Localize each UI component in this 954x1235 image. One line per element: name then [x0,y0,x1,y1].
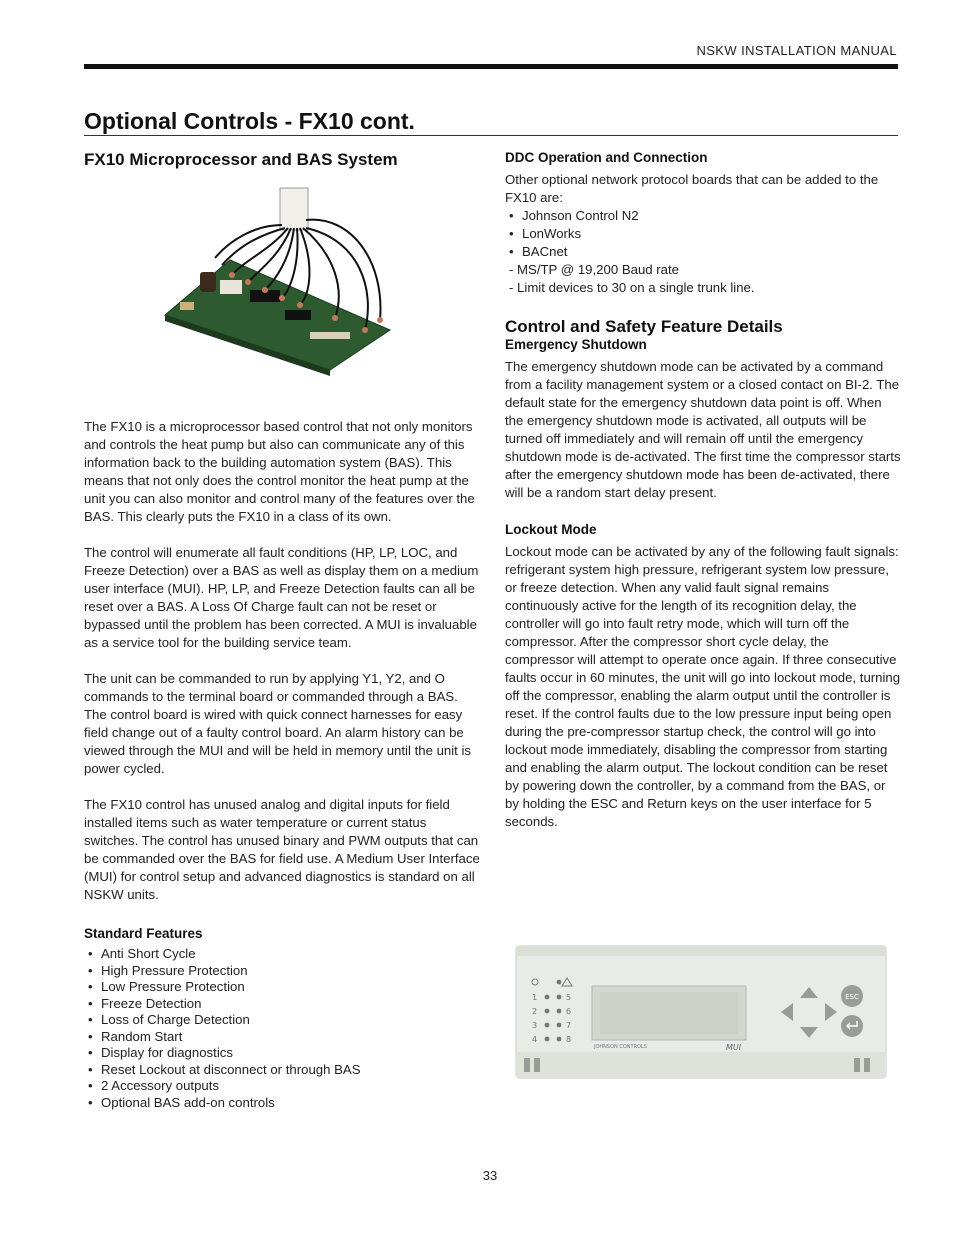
list-item: • Freeze Detection [84,996,480,1013]
lockout-mode-text: Lockout mode can be activated by any of the following fault signals: refrigerant system high pressure, refrigerant system low pressure, or freeze detection. When any valid fault signal remains continuously active for the length of its recognition delay, the controller will go into fault retry mode, which will turn off the compressor. After the compressor short cycle delay, the compressor will attempt to operate once again. If three consecutive faults occur in 60 minutes, the unit will go into lockout mode, turning off the compressor, enabling the alarm output until the controller is reset. If the control faults due to the low pressure input being open during the pre-compressor startup check, the control will go into lockout mode immediately, disabling the compressor from starting and enabling the alarm output. The lockout condition can be reset by powering down the controller, by a command from the BAS, or by holding the ESC and Return keys on the user interface for 5 seconds. [505,544,901,829]
ddc-protocol-list [505,207,901,261]
ddc-intro: Other optional network protocol boards that can be added to the FX10 are: [505,172,879,205]
emergency-shutdown-heading: Emergency Shutdown [505,337,647,352]
led-number: 3 [532,1021,538,1030]
title-rule [84,135,898,136]
list-item: • 2 Accessory outputs [84,1078,480,1095]
fx10-paragraph-2: The control will enumerate all fault conditions (HP, LP, LOC, and Freeze Detection) over a BAS as well as display them on a medium user interface (MUI). HP, LP, and Freeze Detection faults can all be reset over a BAS. A Loss Of Charge fault can not be reset or bypassed until the problem has been corrected. A MUI is invaluable as a service tool for the building service team. [84,545,479,650]
mui-device-image [514,942,888,1087]
led-number: 1 [532,993,538,1002]
list-item: • Anti Short Cycle [84,946,480,963]
header-rule [84,64,898,69]
led-number: 7 [566,1021,572,1030]
list-item: • Johnson Control N2 [505,207,901,225]
list-item: • Optional BAS add-on controls [84,1095,480,1112]
led-number: 2 [532,1007,538,1016]
fx10-paragraph-4: The FX10 control has unused analog and digital inputs for field installed items such as water temperature or current status switches. The control has unused binary and PWM outputs that can be commanded over the BAS for field use. A Medium User Interface (MUI) for control setup and advanced diagnostics is standard on all NSKW units. [84,797,480,902]
fx10-paragraph-3: The unit can be commanded to run by applying Y1, Y2, and O commands to the terminal board or commanded through a BAS. The control board is wired with quick connect harnesses for easy field change out of a faulty control board. An alarm history can be viewed through the MUI and will be held in memory until the unit is power cycled. [84,671,472,776]
right-column [505,150,901,831]
list-item: • Display for diagnostics [84,1045,480,1062]
fx10-heading: FX10 Microprocessor and BAS System [84,150,398,169]
safety-heading: Control and Safety Feature Details [505,317,783,336]
standard-features-list [84,946,480,1111]
list-item: • Reset Lockout at disconnect or through BAS [84,1062,480,1079]
led-number: 5 [566,993,572,1002]
list-item: • Loss of Charge Detection [84,1012,480,1029]
list-item: • High Pressure Protection [84,963,480,980]
fx10-board-image [160,180,400,385]
list-item: • Low Pressure Protection [84,979,480,996]
led-number: 6 [566,1007,572,1016]
list-item: - MS/TP @ 19,200 Baud rate [509,262,680,277]
ddc-heading: DDC Operation and Connection [505,150,708,165]
lockout-mode-heading: Lockout Mode [505,522,597,537]
page-number: 33 [482,1168,498,1183]
emergency-shutdown-text: The emergency shutdown mode can be activated by a command from a facility management system or a closed contact on BI-2. The default state for the emergency shutdown data point is off. When the emergency shutdown mode is activated, all outputs will be turned off immediately and will remain off until the emergency shutdown mode is de-activated. The first time the compressor starts after the emergency shutdown mode has been de-activated, there will be a random start delay present. [505,359,901,500]
led-number: 8 [566,1035,572,1044]
list-item: - Limit devices to 30 on a single trunk line. [509,280,755,295]
mui-label: MUI [726,1043,742,1052]
fx10-paragraph-1: The FX10 is a microprocessor based control that not only monitors and controls the heat pump but also can communicate any of this information back to the building automation system (BAS). This means that not only does the control monitor the heat pump at the unit you can also monitor and control many of the features over the BAS. This clearly puts the FX10 in a class of its own. [84,419,475,524]
list-item: • Random Start [84,1029,480,1046]
list-item: • BACnet [505,243,901,261]
standard-features-heading: Standard Features [84,926,203,941]
esc-key-label: ESC [845,993,859,1001]
list-item: • LonWorks [505,225,901,243]
manual-title: NSKW INSTALLATION MANUAL [696,43,897,58]
mui-brand-label: JOHNSON CONTROLS [594,1044,647,1050]
page-title: Optional Controls - FX10 cont. [84,108,415,134]
ddc-notes [505,261,901,297]
led-number: 4 [532,1035,538,1044]
